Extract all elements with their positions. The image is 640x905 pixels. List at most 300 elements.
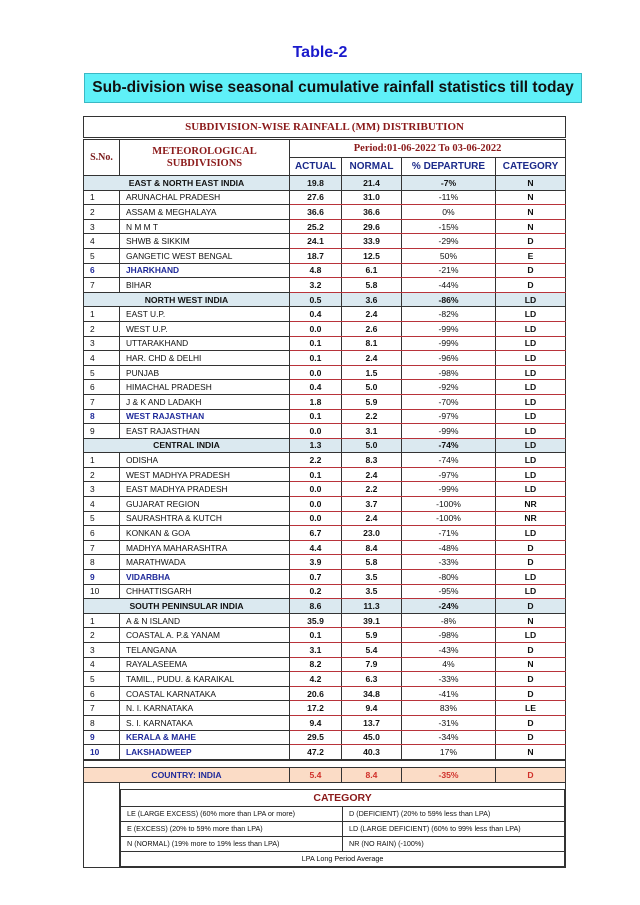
row-subdivision: EAST MADHYA PRADESH [120, 482, 290, 497]
legend-item: LD (LARGE DEFICIENT) (60% to 99% less than LPA) [343, 821, 565, 836]
row-actual: 0.7 [290, 570, 342, 585]
row-normal: 8.4 [342, 540, 402, 555]
region-row [84, 176, 566, 191]
row-departure: -97% [402, 467, 496, 482]
region-normal: 3.6 [342, 292, 402, 307]
table-row [84, 745, 566, 760]
legend-item: E (EXCESS) (20% to 59% more than LPA) [121, 821, 343, 836]
legend-item-row [121, 821, 565, 836]
row-sno: 5 [84, 365, 120, 380]
table-row [84, 248, 566, 263]
row-category: LD [496, 628, 566, 643]
row-category: LD [496, 321, 566, 336]
country-departure: -35% [402, 767, 496, 782]
row-category: D [496, 278, 566, 293]
table-row [84, 686, 566, 701]
row-category: D [496, 715, 566, 730]
row-departure: -100% [402, 511, 496, 526]
row-category: LD [496, 394, 566, 409]
row-departure: -99% [402, 321, 496, 336]
row-departure: 0% [402, 205, 496, 220]
row-departure: -97% [402, 409, 496, 424]
row-normal: 40.3 [342, 745, 402, 760]
row-normal: 5.9 [342, 628, 402, 643]
region-category: N [496, 176, 566, 191]
row-sno: 5 [84, 511, 120, 526]
table-row [84, 584, 566, 599]
row-category: NR [496, 497, 566, 512]
region-row [84, 292, 566, 307]
row-normal: 1.5 [342, 365, 402, 380]
row-normal: 2.4 [342, 351, 402, 366]
row-category: LD [496, 453, 566, 468]
region-departure: -74% [402, 438, 496, 453]
row-departure: -48% [402, 540, 496, 555]
table-row [84, 263, 566, 278]
row-subdivision: JHARKHAND [120, 263, 290, 278]
table-row [84, 409, 566, 424]
region-normal: 5.0 [342, 438, 402, 453]
row-normal: 45.0 [342, 730, 402, 745]
row-category: N [496, 657, 566, 672]
row-sno: 7 [84, 394, 120, 409]
legend-item: D (DEFICIENT) (20% to 59% less than LPA) [343, 806, 565, 821]
table-row [84, 234, 566, 249]
legend-item-row [121, 806, 565, 821]
row-sno: 8 [84, 715, 120, 730]
country-category: D [496, 767, 566, 782]
row-subdivision: MARATHWADA [120, 555, 290, 570]
row-subdivision: ODISHA [120, 453, 290, 468]
row-departure: -33% [402, 672, 496, 687]
table-row [84, 657, 566, 672]
legend-item-row [121, 836, 565, 851]
country-row [84, 767, 566, 782]
table-row [84, 380, 566, 395]
row-actual: 4.4 [290, 540, 342, 555]
row-sno: 6 [84, 380, 120, 395]
table-row [84, 715, 566, 730]
row-actual: 4.2 [290, 672, 342, 687]
table-row [84, 453, 566, 468]
row-subdivision: SHWB & SIKKIM [120, 234, 290, 249]
row-category: N [496, 219, 566, 234]
row-actual: 1.8 [290, 394, 342, 409]
region-departure: -24% [402, 599, 496, 614]
row-departure: -80% [402, 570, 496, 585]
header-normal: NORMAL [342, 158, 402, 176]
header-actual: ACTUAL [290, 158, 342, 176]
table-row [84, 672, 566, 687]
region-category: D [496, 599, 566, 614]
table-row [84, 643, 566, 658]
row-normal: 5.8 [342, 278, 402, 293]
row-normal: 2.2 [342, 409, 402, 424]
row-subdivision: J & K AND LADAKH [120, 394, 290, 409]
row-subdivision: N. I. KARNATAKA [120, 701, 290, 716]
table-row [84, 336, 566, 351]
row-sno: 10 [84, 584, 120, 599]
row-departure: -96% [402, 351, 496, 366]
row-subdivision: KONKAN & GOA [120, 526, 290, 541]
row-normal: 8.3 [342, 453, 402, 468]
row-departure: -95% [402, 584, 496, 599]
row-category: LD [496, 526, 566, 541]
row-subdivision: TELANGANA [120, 643, 290, 658]
row-departure: -21% [402, 263, 496, 278]
row-sno: 1 [84, 613, 120, 628]
row-category: NR [496, 511, 566, 526]
row-actual: 35.9 [290, 613, 342, 628]
row-departure: -11% [402, 190, 496, 205]
region-normal: 11.3 [342, 599, 402, 614]
row-departure: -34% [402, 730, 496, 745]
row-sno: 3 [84, 219, 120, 234]
row-normal: 13.7 [342, 715, 402, 730]
region-actual: 19.8 [290, 176, 342, 191]
row-sno: 1 [84, 307, 120, 322]
row-normal: 34.8 [342, 686, 402, 701]
row-departure: 83% [402, 701, 496, 716]
row-normal: 31.0 [342, 190, 402, 205]
row-normal: 39.1 [342, 613, 402, 628]
banner-title: Sub-division wise seasonal cumulative rainfall statistics till today [84, 73, 582, 103]
row-subdivision: S. I. KARNATAKA [120, 715, 290, 730]
table-row [84, 526, 566, 541]
legend-item: LE (LARGE EXCESS) (60% more than LPA or more) [121, 806, 343, 821]
region-departure: -86% [402, 292, 496, 307]
region-name: EAST & NORTH EAST INDIA [84, 176, 290, 191]
row-sno: 2 [84, 205, 120, 220]
row-sno: 5 [84, 672, 120, 687]
row-actual: 0.0 [290, 511, 342, 526]
row-departure: 50% [402, 248, 496, 263]
row-normal: 6.1 [342, 263, 402, 278]
row-normal: 5.9 [342, 394, 402, 409]
row-sno: 5 [84, 248, 120, 263]
table-row [84, 570, 566, 585]
row-sno: 7 [84, 540, 120, 555]
row-actual: 36.6 [290, 205, 342, 220]
row-departure: -74% [402, 453, 496, 468]
region-actual: 1.3 [290, 438, 342, 453]
region-category: LD [496, 292, 566, 307]
spacer-cell [84, 760, 566, 768]
country-normal: 8.4 [342, 767, 402, 782]
row-actual: 3.1 [290, 643, 342, 658]
table-row [84, 467, 566, 482]
table-row [84, 205, 566, 220]
row-sno: 1 [84, 190, 120, 205]
row-category: LD [496, 365, 566, 380]
row-normal: 33.9 [342, 234, 402, 249]
row-departure: -33% [402, 555, 496, 570]
category-legend [120, 789, 565, 867]
row-normal: 2.6 [342, 321, 402, 336]
row-subdivision: ASSAM & MEGHALAYA [120, 205, 290, 220]
row-normal: 8.1 [342, 336, 402, 351]
row-subdivision: GANGETIC WEST BENGAL [120, 248, 290, 263]
row-departure: -98% [402, 365, 496, 380]
row-category: LD [496, 307, 566, 322]
row-sno: 7 [84, 278, 120, 293]
row-departure: -44% [402, 278, 496, 293]
row-actual: 27.6 [290, 190, 342, 205]
legend-footnote: LPA Long Period Average [121, 851, 565, 866]
region-name: CENTRAL INDIA [84, 438, 290, 453]
row-actual: 0.4 [290, 380, 342, 395]
row-sno: 2 [84, 628, 120, 643]
rainfall-table [83, 116, 566, 868]
legend-cell [120, 782, 566, 867]
row-departure: -99% [402, 336, 496, 351]
row-actual: 9.4 [290, 715, 342, 730]
row-departure: -31% [402, 715, 496, 730]
row-actual: 0.0 [290, 365, 342, 380]
row-normal: 3.5 [342, 570, 402, 585]
row-subdivision: TAMIL., PUDU. & KARAIKAL [120, 672, 290, 687]
row-normal: 2.4 [342, 511, 402, 526]
spacer-row [84, 760, 566, 768]
row-subdivision: LAKSHADWEEP [120, 745, 290, 760]
table-row [84, 278, 566, 293]
row-actual: 0.1 [290, 628, 342, 643]
row-actual: 0.1 [290, 351, 342, 366]
row-sno: 4 [84, 657, 120, 672]
row-subdivision: WEST RAJASTHAN [120, 409, 290, 424]
region-name: NORTH WEST INDIA [84, 292, 290, 307]
table-row [84, 424, 566, 439]
header-sno: S.No. [84, 139, 120, 176]
row-subdivision: SAURASHTRA & KUTCH [120, 511, 290, 526]
row-departure: -41% [402, 686, 496, 701]
table-row [84, 482, 566, 497]
legend-footnote-row [121, 851, 565, 866]
row-departure: -98% [402, 628, 496, 643]
table-row [84, 219, 566, 234]
row-category: E [496, 248, 566, 263]
row-normal: 36.6 [342, 205, 402, 220]
row-category: D [496, 263, 566, 278]
table-row [84, 555, 566, 570]
legend-row [84, 782, 566, 867]
row-normal: 29.6 [342, 219, 402, 234]
row-subdivision: HIMACHAL PRADESH [120, 380, 290, 395]
row-actual: 17.2 [290, 701, 342, 716]
table-row [84, 394, 566, 409]
row-normal: 6.3 [342, 672, 402, 687]
row-departure: -15% [402, 219, 496, 234]
row-category: LD [496, 584, 566, 599]
row-subdivision: EAST RAJASTHAN [120, 424, 290, 439]
row-normal: 5.4 [342, 643, 402, 658]
table-row [84, 190, 566, 205]
row-normal: 3.5 [342, 584, 402, 599]
table-row [84, 613, 566, 628]
row-category: N [496, 190, 566, 205]
row-departure: -29% [402, 234, 496, 249]
row-subdivision: WEST U.P. [120, 321, 290, 336]
row-actual: 20.6 [290, 686, 342, 701]
row-sno: 3 [84, 643, 120, 658]
table-row [84, 701, 566, 716]
row-sno: 9 [84, 424, 120, 439]
row-departure: 17% [402, 745, 496, 760]
table-row [84, 307, 566, 322]
row-normal: 3.1 [342, 424, 402, 439]
header-row-1 [84, 139, 566, 158]
row-sno: 9 [84, 730, 120, 745]
row-subdivision: N M M T [120, 219, 290, 234]
row-subdivision: COASTAL A. P.& YANAM [120, 628, 290, 643]
row-actual: 0.0 [290, 321, 342, 336]
region-name: SOUTH PENINSULAR INDIA [84, 599, 290, 614]
row-actual: 47.2 [290, 745, 342, 760]
row-actual: 0.1 [290, 467, 342, 482]
row-actual: 0.0 [290, 497, 342, 512]
header-category: CATEGORY [496, 158, 566, 176]
row-sno: 8 [84, 555, 120, 570]
row-sno: 2 [84, 321, 120, 336]
row-category: LD [496, 380, 566, 395]
row-sno: 4 [84, 351, 120, 366]
rainfall-table-container [83, 116, 565, 868]
row-sno: 9 [84, 570, 120, 585]
row-departure: -92% [402, 380, 496, 395]
row-category: D [496, 686, 566, 701]
row-category: N [496, 745, 566, 760]
table-row [84, 628, 566, 643]
row-category: LD [496, 336, 566, 351]
row-actual: 6.7 [290, 526, 342, 541]
region-category: LD [496, 438, 566, 453]
header-subdivisions-line2: SUBDIVISIONS [166, 157, 243, 169]
row-sno: 2 [84, 467, 120, 482]
row-sno: 7 [84, 701, 120, 716]
row-departure: -70% [402, 394, 496, 409]
row-actual: 8.2 [290, 657, 342, 672]
row-subdivision: BIHAR [120, 278, 290, 293]
row-departure: -71% [402, 526, 496, 541]
row-actual: 25.2 [290, 219, 342, 234]
row-normal: 5.8 [342, 555, 402, 570]
country-actual: 5.4 [290, 767, 342, 782]
row-subdivision: MADHYA MAHARASHTRA [120, 540, 290, 555]
row-category: LD [496, 351, 566, 366]
row-departure: -82% [402, 307, 496, 322]
row-sno: 4 [84, 234, 120, 249]
row-actual: 0.0 [290, 424, 342, 439]
header-period: Period:01-06-2022 To 03-06-2022 [290, 139, 566, 158]
row-departure: -99% [402, 482, 496, 497]
region-actual: 8.6 [290, 599, 342, 614]
row-category: D [496, 643, 566, 658]
page-title: Table-2 [292, 44, 348, 61]
row-normal: 12.5 [342, 248, 402, 263]
row-subdivision: HAR. CHD & DELHI [120, 351, 290, 366]
row-subdivision: KERALA & MAHE [120, 730, 290, 745]
row-category: D [496, 555, 566, 570]
row-category: N [496, 205, 566, 220]
row-category: D [496, 730, 566, 745]
row-departure: -8% [402, 613, 496, 628]
row-normal: 2.4 [342, 307, 402, 322]
row-normal: 7.9 [342, 657, 402, 672]
row-sno: 6 [84, 526, 120, 541]
row-departure: -99% [402, 424, 496, 439]
table-row [84, 511, 566, 526]
header-departure: % DEPARTURE [402, 158, 496, 176]
region-row [84, 599, 566, 614]
row-sno: 6 [84, 263, 120, 278]
row-sno: 1 [84, 453, 120, 468]
row-normal: 9.4 [342, 701, 402, 716]
row-normal: 23.0 [342, 526, 402, 541]
header-subdivisions-line1: METEOROLOGICAL [152, 145, 257, 157]
row-actual: 24.1 [290, 234, 342, 249]
legend-item: NR (NO RAIN) (-100%) [343, 836, 565, 851]
row-category: LE [496, 701, 566, 716]
row-normal: 2.2 [342, 482, 402, 497]
row-subdivision: GUJARAT REGION [120, 497, 290, 512]
row-departure: -43% [402, 643, 496, 658]
table-title-row [84, 117, 566, 139]
region-departure: -7% [402, 176, 496, 191]
row-subdivision: RAYALASEEMA [120, 657, 290, 672]
header-subdivisions [120, 139, 290, 176]
region-row [84, 438, 566, 453]
row-normal: 5.0 [342, 380, 402, 395]
table-title: SUBDIVISION-WISE RAINFALL (MM) DISTRIBUTION [84, 117, 566, 139]
row-subdivision: VIDARBHA [120, 570, 290, 585]
row-category: LD [496, 482, 566, 497]
row-category: LD [496, 467, 566, 482]
row-category: D [496, 540, 566, 555]
row-subdivision: WEST MADHYA PRADESH [120, 467, 290, 482]
row-subdivision: EAST U.P. [120, 307, 290, 322]
row-actual: 29.5 [290, 730, 342, 745]
row-sno: 3 [84, 336, 120, 351]
country-name: COUNTRY: INDIA [84, 767, 290, 782]
row-actual: 2.2 [290, 453, 342, 468]
row-subdivision: PUNJAB [120, 365, 290, 380]
row-departure: 4% [402, 657, 496, 672]
row-subdivision: UTTARAKHAND [120, 336, 290, 351]
row-sno: 4 [84, 497, 120, 512]
row-sno: 6 [84, 686, 120, 701]
row-normal: 3.7 [342, 497, 402, 512]
row-actual: 0.0 [290, 482, 342, 497]
row-actual: 3.2 [290, 278, 342, 293]
row-actual: 18.7 [290, 248, 342, 263]
row-category: LD [496, 409, 566, 424]
row-subdivision: CHHATTISGARH [120, 584, 290, 599]
table-row [84, 351, 566, 366]
row-actual: 0.1 [290, 336, 342, 351]
legend-title: CATEGORY [121, 789, 565, 806]
row-sno: 3 [84, 482, 120, 497]
legend-item: N (NORMAL) (19% more to 19% less than LPA) [121, 836, 343, 851]
row-sno: 8 [84, 409, 120, 424]
table-row [84, 497, 566, 512]
table-row [84, 730, 566, 745]
table-row [84, 365, 566, 380]
row-departure: -100% [402, 497, 496, 512]
row-actual: 0.2 [290, 584, 342, 599]
row-normal: 2.4 [342, 467, 402, 482]
row-category: N [496, 613, 566, 628]
legend-spacer [84, 782, 120, 867]
